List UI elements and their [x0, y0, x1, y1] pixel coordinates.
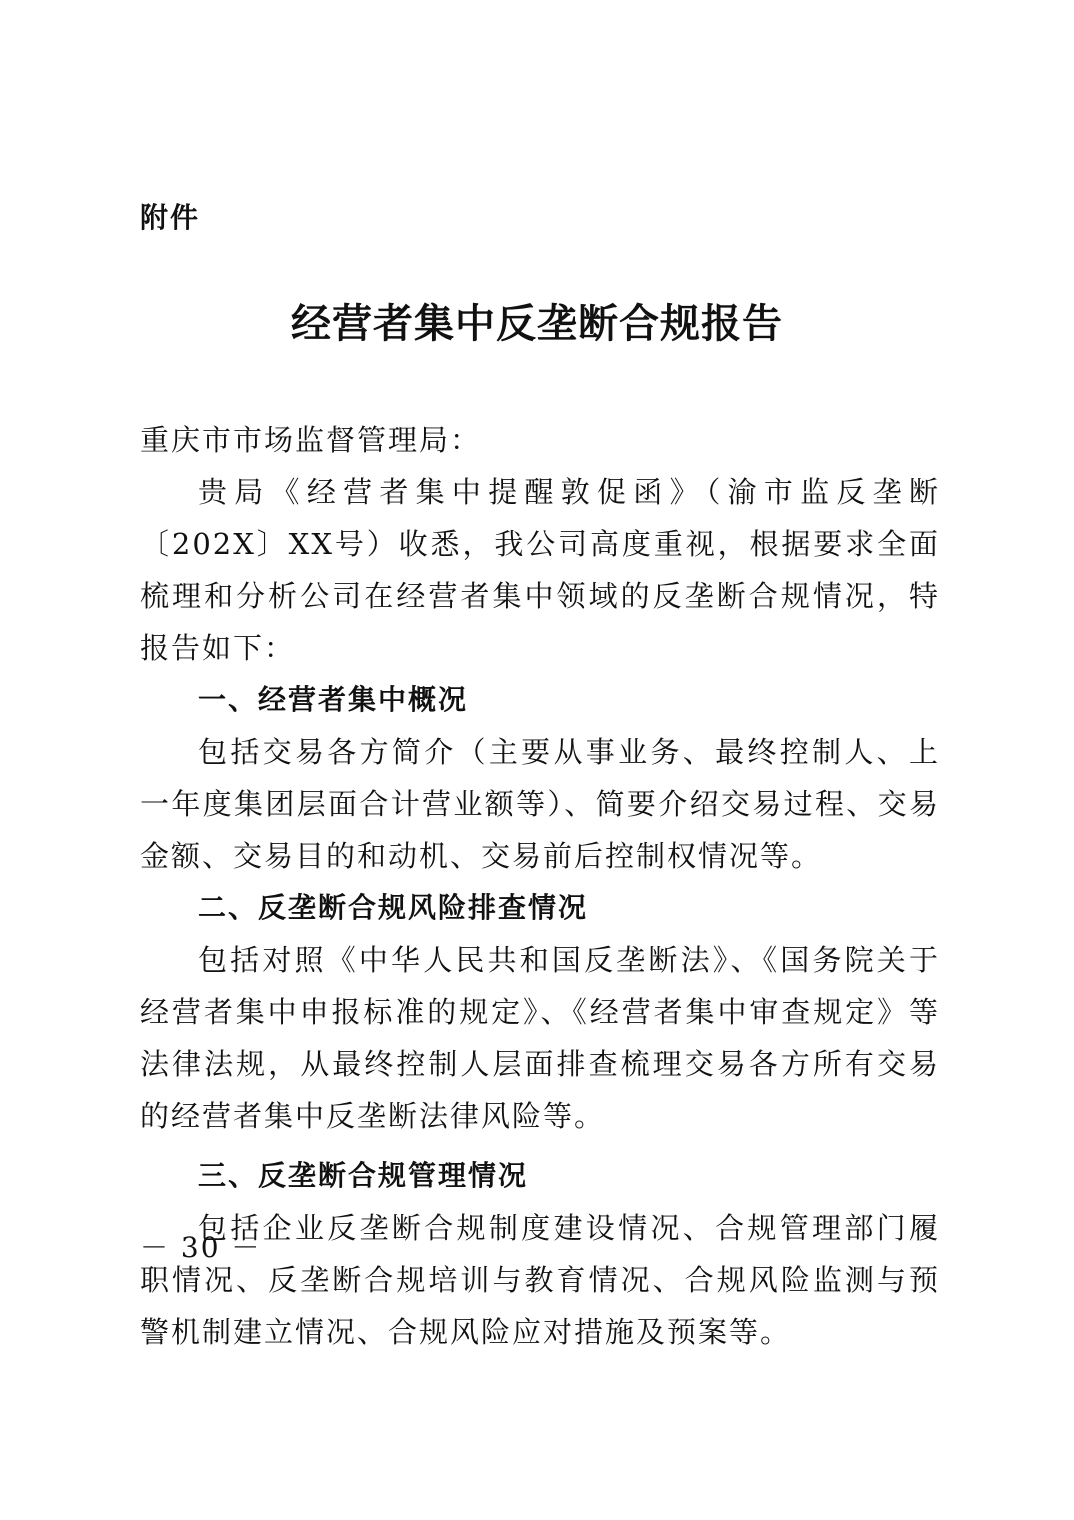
section-paragraph: 包括企业反垄断合规制度建设情况、合规管理部门履职情况、反垄断合规培训与教育情况、合规风险监测与预警机制建立情况、合规风险应对措施及预案等。: [140, 1211, 940, 1349]
page-number: － 30 －: [140, 1231, 262, 1264]
intro-paragraph: 贵局《经营者集中提醒敦促函》（渝市监反垄断〔202X〕XX号）收悉，我公司高度重视，根据要求全面梳理和分析公司在经营者集中领域的反垄断合规情况，特报告如下：: [140, 475, 940, 665]
section-heading: 二、反垄断合规风险排查情况: [198, 891, 589, 924]
section-heading: 三、反垄断合规管理情况: [198, 1159, 529, 1192]
section-heading: 一、经营者集中概况: [198, 683, 469, 716]
section-paragraph: 包括对照《中华人民共和国反垄断法》、《国务院关于经营者集中申报标准的规定》、《经营者集中审查规定》等法律法规，从最终控制人层面排查梳理交易各方所有交易的经营者集中反垄断法律风险等。: [140, 943, 940, 1133]
salutation: 重庆市市场监督管理局：: [140, 423, 482, 457]
document-title: 经营者集中反垄断合规报告: [291, 300, 783, 347]
attachment-label: 附件: [140, 201, 201, 234]
document-body: [140, 414, 940, 1358]
section-paragraph: 包括交易各方简介（主要从事业务、最终控制人、上一年度集团层面合计营业额等）、简要介绍交易过程、交易金额、交易目的和动机、交易前后控制权情况等。: [140, 735, 940, 873]
